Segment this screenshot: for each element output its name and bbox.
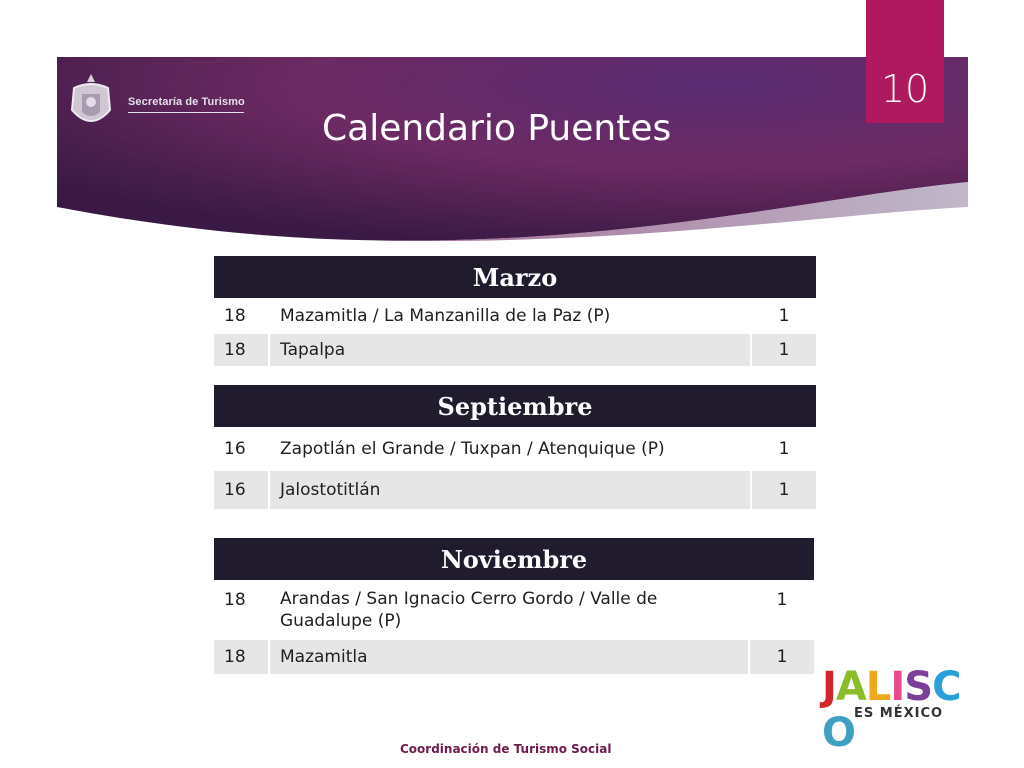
place-cell: Mazamitla / La Manzanilla de la Paz (P): [269, 298, 751, 334]
day-cell: 18: [214, 640, 269, 674]
count-cell: 1: [776, 590, 788, 610]
place-cell: Arandas / San Ignacio Cerro Gordo / Valle de Guadalupe (P): [269, 580, 749, 640]
jalisco-es-mexico-logo: [822, 664, 992, 756]
logo-letter: J: [822, 664, 836, 710]
place-cell: Mazamitla: [269, 640, 749, 674]
day-cell: 16: [214, 471, 269, 509]
table-row: [214, 640, 814, 674]
page-number: 10: [880, 67, 930, 111]
coat-of-arms-icon: [66, 70, 116, 134]
page-number-badge: [866, 0, 944, 123]
month-header: Septiembre: [214, 385, 816, 427]
logo-letter: C: [932, 664, 961, 710]
table-row: [214, 580, 814, 640]
month-header: Noviembre: [214, 538, 814, 580]
footer-text: Coordinación de Turismo Social: [400, 742, 612, 756]
place-cell: Jalostotitlán: [269, 471, 751, 509]
place-cell: Zapotlán el Grande / Tuxpan / Atenquique (P): [269, 427, 751, 471]
slide-title: Calendario Puentes: [322, 108, 672, 149]
place-cell: Tapalpa: [269, 334, 751, 366]
day-cell: 16: [214, 427, 269, 471]
logo-text: Secretaría de Turismo: [128, 96, 245, 108]
table-row: [214, 427, 816, 471]
logo-letter: A: [835, 664, 866, 710]
secretaria-turismo-logo: [66, 70, 256, 134]
month-header: Marzo: [214, 256, 816, 298]
month-table-noviembre: [214, 538, 814, 674]
table-row: [214, 334, 816, 366]
month-table-marzo: [214, 256, 816, 366]
day-cell: 18: [214, 298, 269, 334]
count-cell: 1: [778, 340, 790, 360]
count-cell: 1: [778, 306, 790, 326]
month-table-septiembre: [214, 385, 816, 509]
count-cell: 1: [778, 439, 790, 459]
logo-letter: L: [865, 664, 891, 710]
logo-letter: S: [904, 664, 933, 710]
day-cell: 18: [214, 580, 269, 640]
count-cell: 1: [778, 480, 790, 500]
day-cell: 18: [214, 334, 269, 366]
logo-letter: O: [822, 710, 856, 756]
logo-tagline: ES MÉXICO: [854, 706, 944, 721]
count-cell: 1: [776, 647, 788, 667]
table-row: [214, 471, 816, 509]
logo-letter: I: [890, 664, 905, 710]
logo-underline: [128, 112, 244, 113]
table-row: [214, 298, 816, 334]
